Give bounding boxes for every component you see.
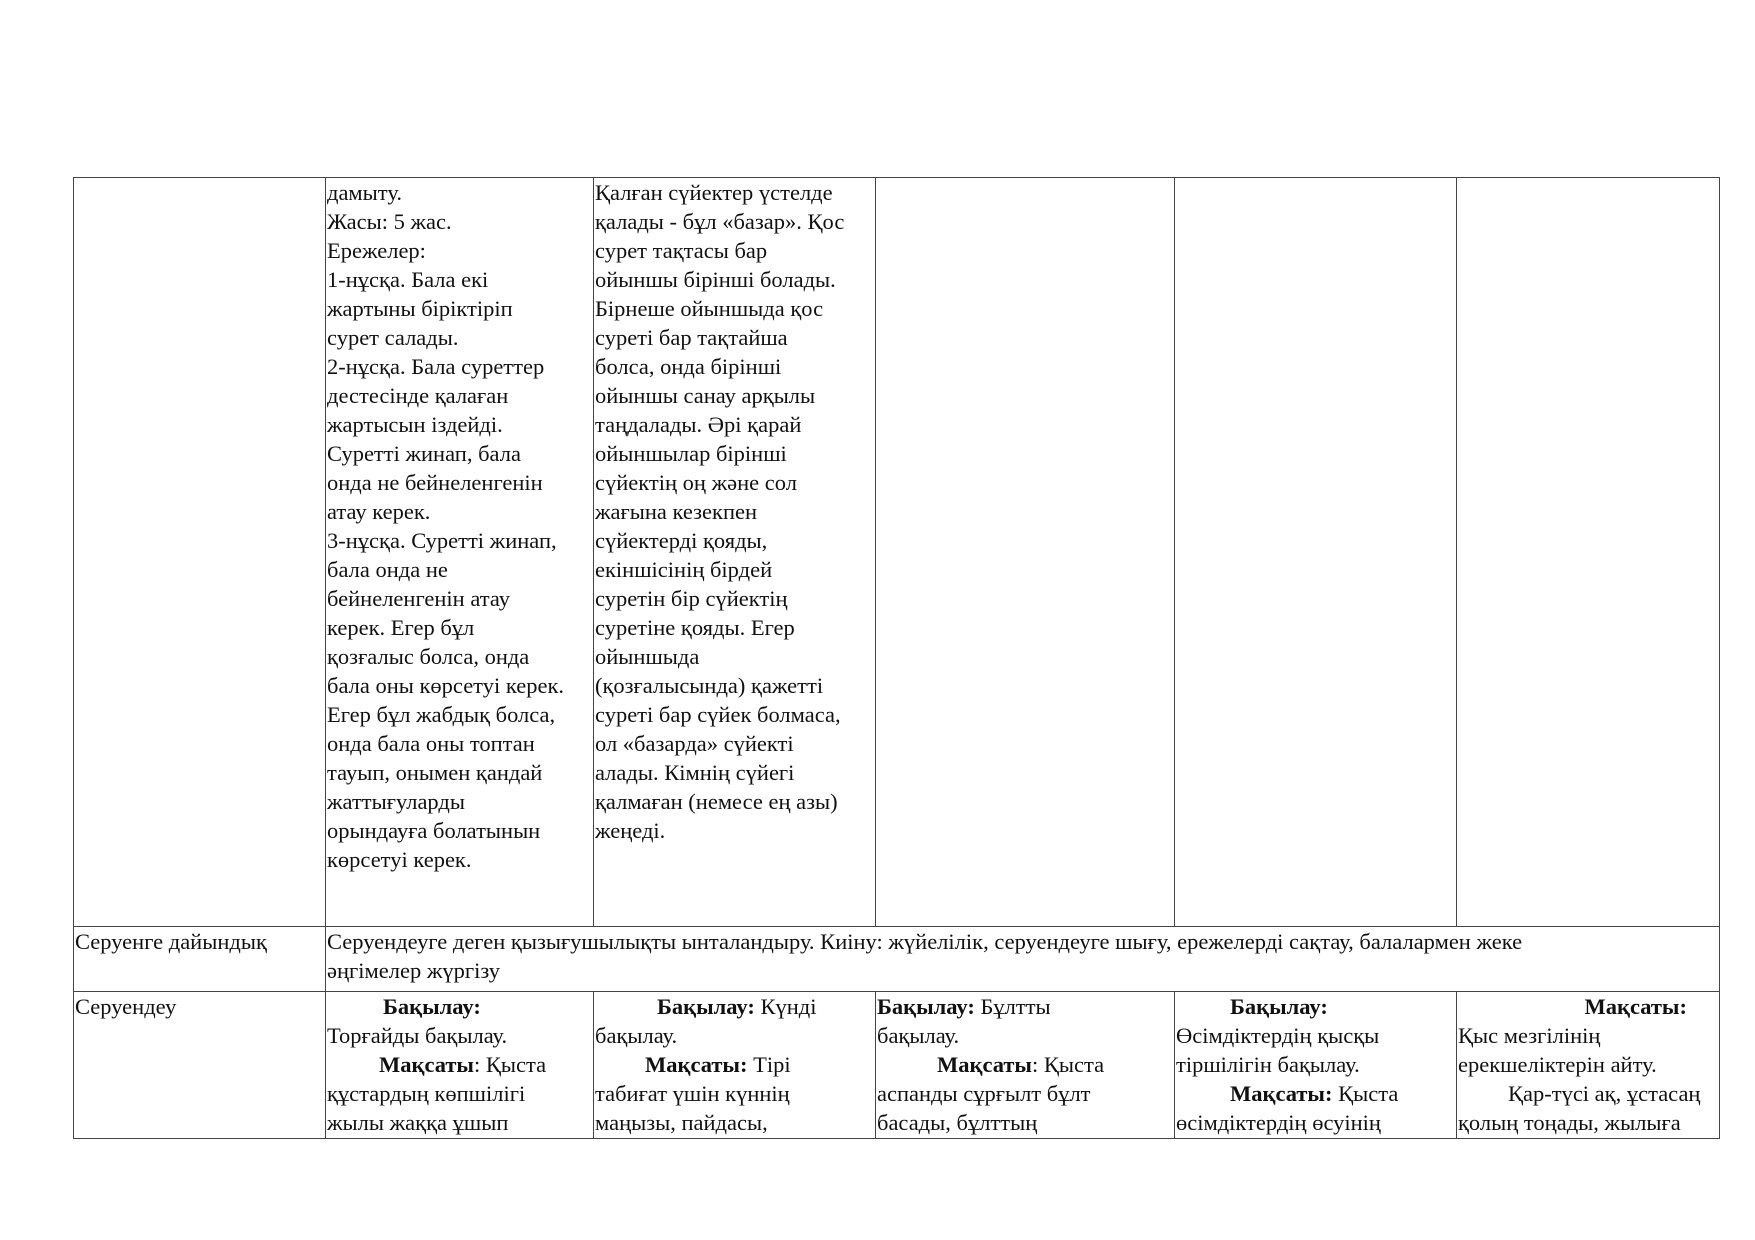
goal-label: Мақсаты: <box>1230 1081 1333 1106</box>
text-line: жеңеді. <box>595 818 666 843</box>
observation-label: Бақылау: <box>383 994 481 1019</box>
observation-line <box>877 992 1172 1021</box>
walk-cell-3 <box>876 992 1175 1139</box>
walk-prep-line-1: Серуендеуге деген қызығушылықты ынталандыру. Киіну: жүйелілік, серуендеуге шығу, ережелерді сақтау, балалармен жеке <box>327 929 1523 954</box>
text-line: болса, онда бірінші <box>595 354 782 379</box>
text-line: дамыту. <box>327 180 402 205</box>
walk-cell-5 <box>1457 992 1720 1139</box>
table-row-walk-prep <box>74 927 1720 992</box>
text-line: ол «базарда» сүйекті <box>595 731 794 756</box>
text-line: онда не бейнеленгенін <box>327 470 543 495</box>
observation-label: Бақылау: <box>657 994 755 1019</box>
text-line: ойыншыда <box>595 644 700 669</box>
text-line: керек. Егер бұл <box>327 615 475 640</box>
text-line: ойыншы санау арқылы <box>595 383 816 408</box>
text-line: қалады - бұл «базар». Қос <box>595 209 845 234</box>
text-line: Өсімдіктердің қысқы <box>1176 1023 1380 1048</box>
text-line: табиғат үшін күннің <box>595 1081 790 1106</box>
text-line: жартыны біріктіріп <box>327 296 513 321</box>
empty-cell-5 <box>1175 178 1457 927</box>
goal-text: : Қыста <box>1032 1052 1105 1077</box>
row-label-empty <box>74 178 326 927</box>
walk-cell-1 <box>326 992 594 1139</box>
text-line: (қозғалысында) қажетті <box>595 673 824 698</box>
observation-line <box>1176 992 1454 1021</box>
domino-rules-cell <box>594 178 876 927</box>
text-line: ойыншылар бірінші <box>595 441 787 466</box>
text-line: суретін бір сүйектің <box>595 586 788 611</box>
walk-cell-4 <box>1175 992 1457 1139</box>
text-line: көрсетуі керек. <box>327 847 472 872</box>
goal-line <box>1458 992 1717 1021</box>
row-label-walk <box>74 992 326 1139</box>
text-line: өсімдіктердің өсуінің <box>1176 1110 1381 1135</box>
text-line: қалмаған (немесе ең азы) <box>595 789 838 814</box>
text-line: жаттығуларды <box>327 789 465 814</box>
walk-prep-content <box>326 927 1720 992</box>
observation-text: Бұлтты <box>974 994 1051 1019</box>
text-line: екіншісінің бірдей <box>595 557 773 582</box>
observation-text: Күнді <box>754 994 817 1019</box>
text-line: сурет салады. <box>327 325 459 350</box>
text-line: ойыншы бірінші болады. <box>595 267 836 292</box>
text-line: жылы жаққа ұшып <box>327 1110 509 1135</box>
walk-prep-line-2: әңгімелер жүргізу <box>327 958 501 983</box>
text-line: Суретті жинап, бала <box>327 441 521 466</box>
text-line: 1-нұсқа. Бала екі <box>327 267 489 292</box>
text-line: жағына кезекпен <box>595 499 758 524</box>
goal-line <box>1176 1079 1454 1108</box>
empty-cell-4 <box>876 178 1175 927</box>
text-line: құстардың көпшілігі <box>327 1081 526 1106</box>
text-line: маңызы, пайдасы, <box>595 1110 768 1135</box>
text-line: Бірнеше ойыншыда қос <box>595 296 824 321</box>
text-line: бақылау. <box>877 1023 960 1048</box>
goal-label: Мақсаты: <box>645 1052 748 1077</box>
goal-label: Мақсаты <box>379 1052 474 1077</box>
observation-label: Бақылау: <box>1230 994 1328 1019</box>
goal-line <box>595 1050 873 1079</box>
text-line: Қар-түсі ақ, ұстасаң <box>1508 1081 1701 1106</box>
text-line: суреті бар тақтайша <box>595 325 788 350</box>
text-line: дестесінде қалаған <box>327 383 509 408</box>
observation-label: Бақылау: <box>877 994 975 1019</box>
empty-cell-6 <box>1457 178 1720 927</box>
text-line: сүйектің оң және сол <box>595 470 797 495</box>
text-line: тіршілігін бақылау. <box>1176 1052 1360 1077</box>
text-line: атау керек. <box>327 499 431 524</box>
text-line: Егер бұл жабдық болса, <box>327 702 556 727</box>
goal-label: Мақсаты <box>937 1052 1032 1077</box>
text-line: бала оны көрсетуі керек. <box>327 673 564 698</box>
text-line: Жасы: 5 жас. <box>327 209 452 234</box>
text-line: ерекшеліктерін айту. <box>1458 1052 1657 1077</box>
observation-line <box>595 992 873 1021</box>
goal-text: : Қыста <box>474 1052 547 1077</box>
text-line: тауып, онымен қандай <box>327 760 543 785</box>
goal-line <box>327 1050 591 1079</box>
daily-plan-table <box>73 177 1720 1139</box>
text-line: қозғалыс болса, онда <box>327 644 530 669</box>
text-line: Қалған сүйектер үстелде <box>595 180 833 205</box>
goal-text: Қыста <box>1332 1081 1399 1106</box>
walk-cell-2 <box>594 992 876 1139</box>
text-line: таңдалады. Әрі қарай <box>595 412 802 437</box>
text-line: сүйектерді қояды, <box>595 528 768 553</box>
text-line: бақылау. <box>595 1023 678 1048</box>
text-line: суреті бар сүйек болмаса, <box>595 702 841 727</box>
text-line: Қыс мезгілінің <box>1458 1023 1601 1048</box>
text-line: суретіне қояды. Егер <box>595 615 795 640</box>
game-rules-cell <box>326 178 594 927</box>
text-line: 3-нұсқа. Суретті жинап, <box>327 528 557 553</box>
text-line: басады, бұлттың <box>877 1110 1038 1135</box>
goal-line <box>877 1050 1172 1079</box>
text-line: 2-нұсқа. Бала суреттер <box>327 354 545 379</box>
goal-text: Тірі <box>747 1052 791 1077</box>
table-row-walk <box>74 992 1720 1139</box>
row-label-walk-prep <box>74 927 326 992</box>
text-line: Ережелер: <box>327 238 426 263</box>
text-line: алады. Кімнің сүйегі <box>595 760 795 785</box>
text-line: аспанды сұрғылт бұлт <box>877 1081 1091 1106</box>
text-line: онда бала оны топтан <box>327 731 535 756</box>
table-row-walk-games <box>74 178 1720 927</box>
observation-text: Торғайды бақылау. <box>327 1023 508 1048</box>
text-line: сурет тақтасы бар <box>595 238 768 263</box>
walk-label: Серуендеу <box>75 994 177 1019</box>
text-line: бейнеленгенін атау <box>327 586 510 611</box>
text-line: бала онда не <box>327 557 448 582</box>
text-line: орындауға болатынын <box>327 818 541 843</box>
text-line: қолың тоңады, жылыға <box>1458 1110 1681 1135</box>
observation-line <box>327 992 591 1021</box>
text-line: жартысын іздейді. <box>327 412 503 437</box>
goal-label: Мақсаты: <box>1584 994 1687 1019</box>
walk-prep-label: Серуенге дайындық <box>75 929 267 954</box>
